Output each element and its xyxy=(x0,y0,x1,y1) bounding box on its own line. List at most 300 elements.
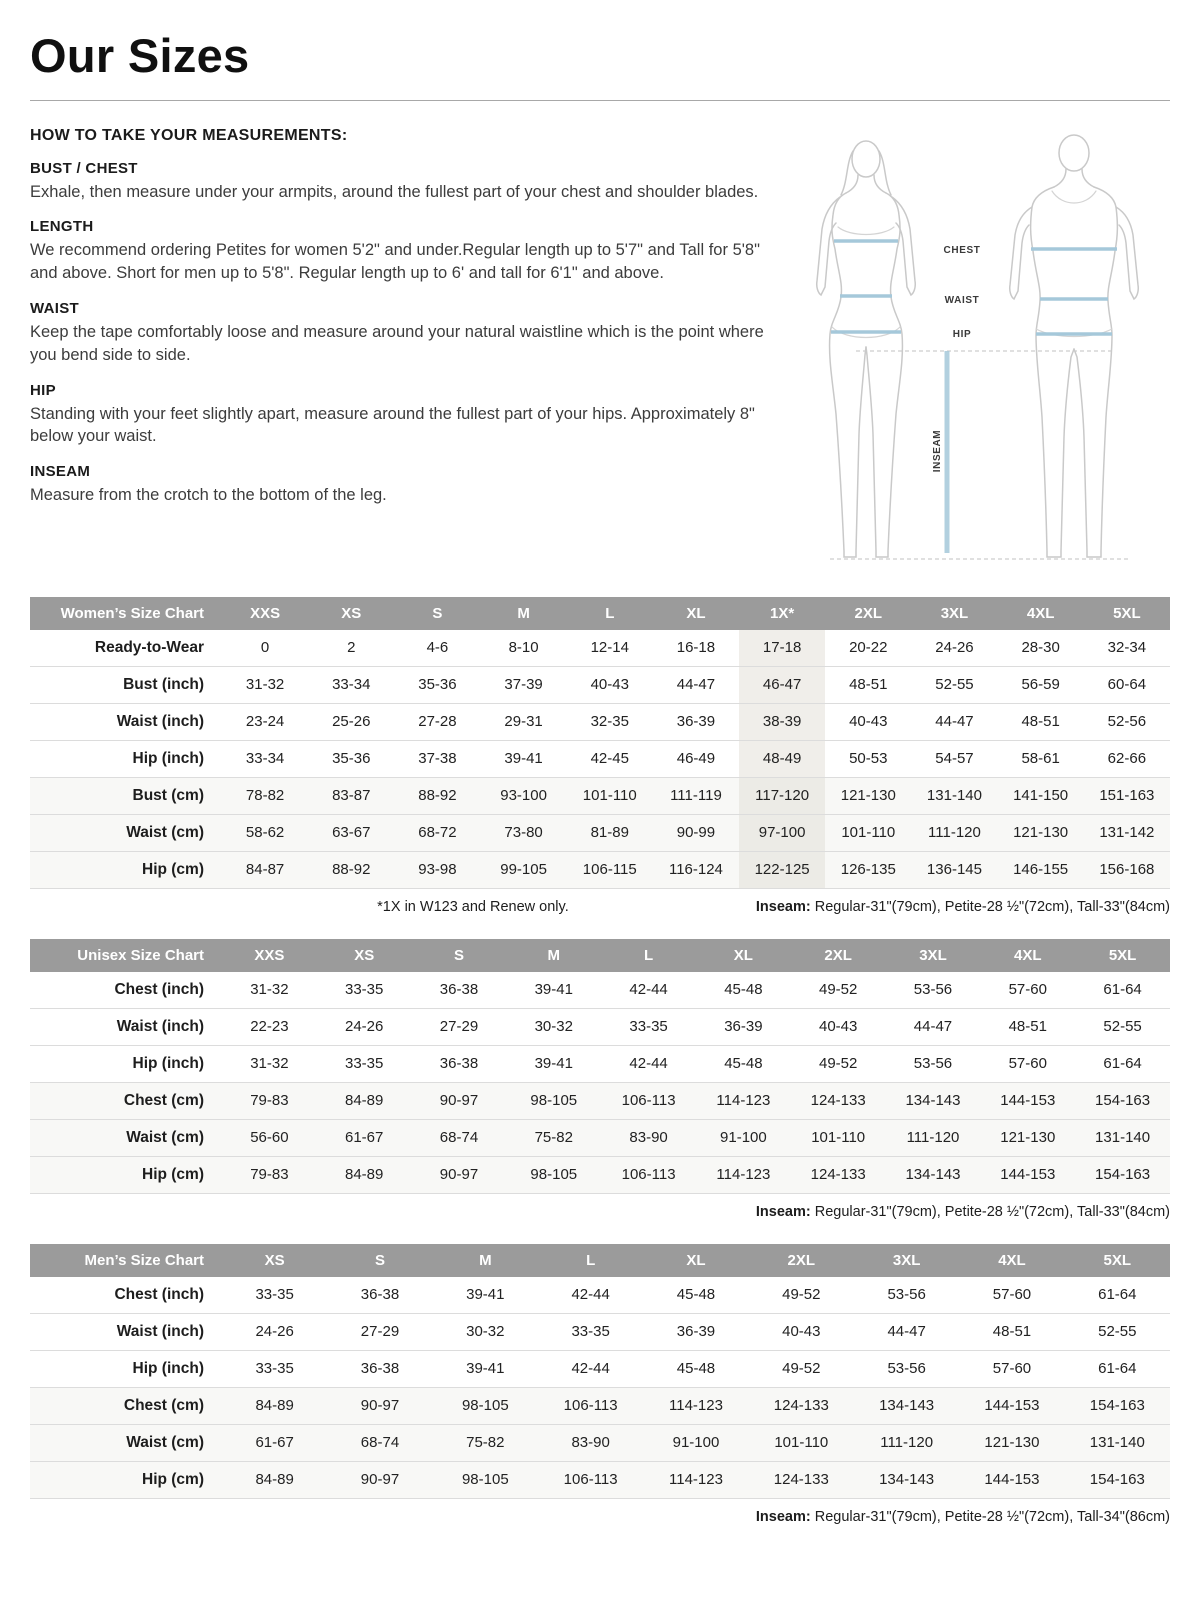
mens-size-chart-block xyxy=(30,1244,1170,1525)
size-cell: 63-67 xyxy=(332,824,371,842)
column-header-xs: XS xyxy=(222,1244,327,1277)
size-cell: 36-38 xyxy=(360,1360,400,1378)
size-cell: 56-59 xyxy=(1021,676,1060,694)
column-header-5xl: 5XL xyxy=(1065,1244,1170,1277)
size-cell: 68-74 xyxy=(360,1434,400,1452)
title-divider xyxy=(30,100,1170,101)
size-cell: 57-60 xyxy=(992,1286,1032,1304)
instruction-title: LENGTH xyxy=(30,218,94,236)
header-row xyxy=(30,597,1170,630)
size-cell: 78-82 xyxy=(245,787,285,805)
size-cell: 31-32 xyxy=(250,1055,289,1073)
row-label: Hip (inch) xyxy=(132,749,204,767)
table-row xyxy=(30,851,1170,888)
size-cell: 32-35 xyxy=(590,713,629,731)
size-cell: 73-80 xyxy=(504,824,543,842)
column-header-m: M xyxy=(506,939,601,972)
size-cell: 52-56 xyxy=(1107,713,1147,731)
column-header-4xl: 4XL xyxy=(998,597,1084,630)
measurement-instructions xyxy=(30,127,772,581)
size-cell: 61-64 xyxy=(1103,1055,1142,1073)
size-cell: 48-51 xyxy=(1021,713,1060,731)
size-cell: 40-43 xyxy=(818,1018,858,1036)
column-header-l: L xyxy=(601,939,696,972)
size-cell: 42-44 xyxy=(629,1055,668,1073)
size-cell: 29-31 xyxy=(504,713,543,731)
size-cell: 83-90 xyxy=(571,1434,610,1452)
table-footnote xyxy=(30,1509,1170,1525)
size-cell: 121-130 xyxy=(840,787,896,805)
measurement-lines-icon xyxy=(831,241,1117,553)
size-cell: 101-110 xyxy=(841,824,896,842)
inseam-note-label: Inseam: xyxy=(755,898,811,915)
size-cell: 101-110 xyxy=(774,1434,829,1452)
column-header-3xl: 3XL xyxy=(911,597,997,630)
size-cell: 91-100 xyxy=(720,1129,767,1147)
inseam-note: Inseam: Regular-31"(79cm), Petite-28 ½"(72cm), Tall-33"(84cm) xyxy=(755,898,1170,915)
column-header-s: S xyxy=(412,939,507,972)
size-cell: 4-6 xyxy=(426,639,449,657)
size-cell: 83-90 xyxy=(629,1129,668,1147)
size-cell: 53-56 xyxy=(913,981,953,999)
row-label: Bust (inch) xyxy=(123,675,204,693)
size-cell: 131-140 xyxy=(1095,1129,1151,1147)
row-label: Hip (inch) xyxy=(132,1054,204,1072)
size-cell: 8-10 xyxy=(508,639,539,657)
column-header-2xl: 2XL xyxy=(791,939,886,972)
size-cell: 16-18 xyxy=(676,639,716,657)
size-cell: 154-163 xyxy=(1095,1166,1151,1184)
size-cell: 35-36 xyxy=(332,750,371,768)
column-header-xs: XS xyxy=(317,939,412,972)
size-cell: 124-133 xyxy=(810,1166,866,1184)
row-label: Ready-to-Wear xyxy=(94,638,204,656)
size-cell: 97-100 xyxy=(739,814,825,851)
table-row xyxy=(30,1119,1170,1156)
size-cell: 144-153 xyxy=(1000,1092,1056,1110)
column-header-xs: XS xyxy=(308,597,394,630)
column-header-1x: 1X* xyxy=(739,597,825,630)
size-cell: 75-82 xyxy=(466,1434,505,1452)
size-cell: 52-55 xyxy=(935,676,974,694)
size-cell: 48-49 xyxy=(739,740,825,777)
row-label: Waist (inch) xyxy=(116,712,204,730)
size-cell: 27-29 xyxy=(439,1018,479,1036)
size-cell: 53-56 xyxy=(887,1286,926,1304)
measurement-guide xyxy=(30,127,1170,581)
size-cell: 134-143 xyxy=(879,1471,935,1489)
size-cell: 98-105 xyxy=(530,1092,578,1110)
size-cell: 20-22 xyxy=(849,639,888,657)
size-cell: 27-28 xyxy=(418,713,457,731)
size-cell: 111-119 xyxy=(670,787,722,805)
size-cell: 54-57 xyxy=(935,750,974,768)
size-cell: 52-55 xyxy=(1103,1018,1142,1036)
size-cell: 84-89 xyxy=(345,1092,384,1110)
row-label: Hip (inch) xyxy=(132,1359,204,1377)
size-tables xyxy=(30,597,1170,1525)
instructions-heading: HOW TO TAKE YOUR MEASUREMENTS: xyxy=(30,126,348,144)
size-cell: 114-123 xyxy=(716,1166,771,1184)
size-cell: 44-47 xyxy=(676,676,716,694)
row-label: Chest (inch) xyxy=(114,1285,204,1303)
size-cell: 84-87 xyxy=(245,861,285,879)
table-row xyxy=(30,972,1170,1009)
table-footnote xyxy=(30,899,1170,915)
measurement-diagram xyxy=(790,127,1170,581)
size-cell: 56-60 xyxy=(250,1129,289,1147)
size-cell: 36-39 xyxy=(676,713,716,731)
size-cell: 45-48 xyxy=(724,981,763,999)
size-cell: 134-143 xyxy=(905,1092,961,1110)
size-cell: 146-155 xyxy=(1013,861,1069,879)
size-cell: 48-51 xyxy=(1008,1018,1047,1036)
table-row xyxy=(30,1156,1170,1193)
instruction-title: INSEAM xyxy=(30,463,91,481)
size-cell: 90-97 xyxy=(360,1397,400,1415)
size-cell: 53-56 xyxy=(913,1055,953,1073)
size-cell: 39-41 xyxy=(466,1360,505,1378)
size-cell: 136-145 xyxy=(926,861,982,879)
size-cell: 40-43 xyxy=(590,676,629,694)
mens-size-chart xyxy=(30,1244,1170,1499)
table-footnote xyxy=(30,1204,1170,1220)
size-cell: 33-35 xyxy=(345,981,384,999)
size-cell: 44-47 xyxy=(935,713,974,731)
row-label: Chest (cm) xyxy=(123,1396,204,1414)
size-cell: 33-35 xyxy=(629,1018,668,1036)
size-cell: 37-38 xyxy=(418,750,457,768)
size-cell: 151-163 xyxy=(1099,787,1155,805)
header-row xyxy=(30,1244,1170,1277)
size-cell: 98-105 xyxy=(461,1471,509,1489)
size-cell: 106-113 xyxy=(563,1397,618,1415)
size-cell: 68-74 xyxy=(439,1129,479,1147)
size-cell: 12-14 xyxy=(590,639,629,657)
column-header-xl: XL xyxy=(653,597,739,630)
table-row xyxy=(30,666,1170,703)
size-cell: 131-140 xyxy=(926,787,982,805)
size-cell: 106-113 xyxy=(621,1092,676,1110)
column-header-5xl: 5XL xyxy=(1084,597,1170,630)
size-cell: 33-35 xyxy=(345,1055,384,1073)
table-row xyxy=(30,1350,1170,1387)
table-row xyxy=(30,703,1170,740)
size-cell: 57-60 xyxy=(1008,981,1047,999)
instruction-title: HIP xyxy=(30,381,56,399)
size-cell: 68-72 xyxy=(418,824,457,842)
size-cell: 61-64 xyxy=(1098,1286,1137,1304)
table-body xyxy=(30,1277,1170,1499)
instruction-hip xyxy=(30,382,772,449)
size-cell: 2 xyxy=(347,639,356,657)
size-cell: 114-123 xyxy=(716,1092,771,1110)
table-row xyxy=(30,1082,1170,1119)
instruction-body: We recommend ordering Petites for women 5'2" and under.Regular length up to 5'7" and Tall for 5'8" and above. Short for men up to 5'8". Regular length up to 6' and tall for 6'1" and above. xyxy=(30,241,760,283)
size-cell: 116-124 xyxy=(668,861,723,879)
size-cell: 111-120 xyxy=(928,824,981,842)
size-cell: 49-52 xyxy=(818,1055,858,1073)
womens-size-chart xyxy=(30,597,1170,889)
unisex-size-chart xyxy=(30,939,1170,1194)
row-label: Bust (cm) xyxy=(132,786,204,804)
table-row xyxy=(30,630,1170,667)
size-cell: 98-105 xyxy=(530,1166,578,1184)
row-label: Chest (inch) xyxy=(114,980,204,998)
size-cell: 42-44 xyxy=(571,1286,610,1304)
table-title: Men’s Size Chart xyxy=(30,1244,222,1277)
table-head xyxy=(30,597,1170,630)
column-header-m: M xyxy=(481,597,567,630)
size-cell: 134-143 xyxy=(879,1397,935,1415)
size-cell: 24-26 xyxy=(255,1323,294,1341)
size-cell: 81-89 xyxy=(590,824,629,842)
size-cell: 57-60 xyxy=(992,1360,1032,1378)
size-cell: 131-140 xyxy=(1089,1434,1145,1452)
row-label: Hip (cm) xyxy=(142,1470,204,1488)
size-cell: 36-38 xyxy=(439,981,479,999)
inseam-note: Inseam: Regular-31"(79cm), Petite-28 ½"(72cm), Tall-33"(84cm) xyxy=(755,1203,1170,1220)
size-cell: 52-55 xyxy=(1098,1323,1137,1341)
size-cell: 117-120 xyxy=(739,777,825,814)
inseam-note-label: Inseam: xyxy=(755,1508,811,1525)
size-cell: 84-89 xyxy=(345,1166,384,1184)
size-cell: 90-97 xyxy=(439,1166,479,1184)
size-cell: 144-153 xyxy=(1000,1166,1056,1184)
size-cell: 22-23 xyxy=(250,1018,289,1036)
size-cell: 93-98 xyxy=(418,861,457,879)
size-cell: 32-34 xyxy=(1107,639,1147,657)
chest-label: CHEST xyxy=(943,244,981,256)
size-cell: 106-113 xyxy=(563,1471,618,1489)
size-cell: 24-26 xyxy=(345,1018,384,1036)
size-cell: 124-133 xyxy=(810,1092,866,1110)
size-cell: 141-150 xyxy=(1013,787,1069,805)
size-cell: 36-38 xyxy=(439,1055,479,1073)
table-row xyxy=(30,1045,1170,1082)
size-cell: 88-92 xyxy=(418,787,457,805)
size-cell: 40-43 xyxy=(849,713,888,731)
size-cell: 33-35 xyxy=(571,1323,610,1341)
size-cell: 33-34 xyxy=(332,676,371,694)
size-cell: 53-56 xyxy=(887,1360,926,1378)
size-cell: 98-105 xyxy=(461,1397,509,1415)
waist-label: WAIST xyxy=(944,294,980,306)
table-row xyxy=(30,1387,1170,1424)
female-figure-icon xyxy=(817,141,916,557)
size-cell: 36-39 xyxy=(724,1018,763,1036)
row-label: Hip (cm) xyxy=(142,1165,204,1183)
size-cell: 93-100 xyxy=(500,787,547,805)
size-cell: 126-135 xyxy=(840,861,896,879)
size-cell: 154-163 xyxy=(1089,1397,1145,1415)
table-head xyxy=(30,939,1170,972)
instruction-title: WAIST xyxy=(30,299,79,317)
size-cell: 111-120 xyxy=(880,1434,934,1452)
size-cell: 42-44 xyxy=(571,1360,610,1378)
size-cell: 49-52 xyxy=(818,981,858,999)
womens-size-chart-block xyxy=(30,597,1170,915)
size-cell: 88-92 xyxy=(332,861,371,879)
page-title: Our Sizes xyxy=(30,29,250,82)
size-cell: 30-32 xyxy=(466,1323,505,1341)
size-cell: 61-64 xyxy=(1098,1360,1137,1378)
size-cell: 24-26 xyxy=(935,639,974,657)
footnote-note: *1X in W123 and Renew only. xyxy=(377,898,569,915)
size-cell: 90-97 xyxy=(360,1471,400,1489)
column-header-xxs: XXS xyxy=(222,939,317,972)
size-cell: 124-133 xyxy=(773,1397,829,1415)
size-cell: 33-34 xyxy=(245,750,285,768)
column-header-2xl: 2XL xyxy=(749,1244,854,1277)
size-cell: 48-51 xyxy=(849,676,888,694)
size-cell: 30-32 xyxy=(534,1018,573,1036)
header-row xyxy=(30,939,1170,972)
column-header-4xl: 4XL xyxy=(980,939,1075,972)
size-cell: 33-35 xyxy=(255,1286,294,1304)
size-cell: 83-87 xyxy=(332,787,371,805)
size-cell: 144-153 xyxy=(984,1397,1040,1415)
size-cell: 0 xyxy=(260,639,270,657)
size-cell: 45-48 xyxy=(676,1286,716,1304)
size-cell: 45-48 xyxy=(676,1360,716,1378)
instruction-bust-chest xyxy=(30,160,772,204)
column-header-l: L xyxy=(538,1244,643,1277)
size-cell: 49-52 xyxy=(782,1286,821,1304)
male-figure-icon xyxy=(1010,135,1139,557)
size-cell: 33-35 xyxy=(255,1360,294,1378)
size-cell: 99-105 xyxy=(500,861,547,879)
size-cell: 121-130 xyxy=(1000,1129,1056,1147)
table-row xyxy=(30,814,1170,851)
size-cell: 61-67 xyxy=(255,1434,294,1452)
column-header-m: M xyxy=(433,1244,538,1277)
table-row xyxy=(30,1008,1170,1045)
column-header-s: S xyxy=(327,1244,432,1277)
instruction-body: Standing with your feet slightly apart, measure around the fullest part of your hips. Approximately 8" below your waist. xyxy=(30,404,755,446)
size-cell: 45-48 xyxy=(724,1055,763,1073)
size-cell: 79-83 xyxy=(250,1092,289,1110)
size-cell: 106-113 xyxy=(621,1166,676,1184)
size-cell: 44-47 xyxy=(913,1018,953,1036)
unisex-size-chart-block xyxy=(30,939,1170,1220)
table-row xyxy=(30,1313,1170,1350)
size-cell: 39-41 xyxy=(534,1055,573,1073)
size-cell: 39-41 xyxy=(534,981,573,999)
size-cell: 121-130 xyxy=(1013,824,1069,842)
instruction-length xyxy=(30,218,772,285)
size-cell: 49-52 xyxy=(782,1360,821,1378)
size-cell: 39-41 xyxy=(466,1286,505,1304)
inseam-note-label: Inseam: xyxy=(755,1203,811,1220)
instruction-body: Exhale, then measure under your armpits, around the fullest part of your chest and shoulder blades. xyxy=(30,182,759,201)
size-cell: 61-64 xyxy=(1103,981,1142,999)
column-header-xxs: XXS xyxy=(222,597,308,630)
size-cell: 36-39 xyxy=(676,1323,716,1341)
size-cell: 154-163 xyxy=(1089,1471,1145,1489)
size-cell: 122-125 xyxy=(739,851,825,888)
body-measurement-figures-icon xyxy=(794,129,1166,581)
size-cell: 31-32 xyxy=(250,981,289,999)
size-cell: 101-110 xyxy=(582,787,637,805)
column-header-3xl: 3XL xyxy=(854,1244,959,1277)
row-label: Waist (cm) xyxy=(126,823,204,841)
table-row xyxy=(30,740,1170,777)
size-cell: 17-18 xyxy=(739,630,825,667)
size-cell: 48-51 xyxy=(992,1323,1032,1341)
row-label: Hip (cm) xyxy=(142,860,204,878)
size-cell: 154-163 xyxy=(1095,1092,1151,1110)
size-cell: 114-123 xyxy=(669,1397,723,1415)
instruction-body: Keep the tape comfortably loose and measure around your natural waistline which is the point where you bend side to side. xyxy=(30,322,764,364)
table-row xyxy=(30,777,1170,814)
column-header-xl: XL xyxy=(696,939,791,972)
size-cell: 31-32 xyxy=(245,676,285,694)
row-label: Waist (cm) xyxy=(126,1433,204,1451)
instruction-body: Measure from the crotch to the bottom of the leg. xyxy=(30,486,387,505)
row-label: Waist (inch) xyxy=(116,1322,204,1340)
size-cell: 131-142 xyxy=(1099,824,1155,842)
instruction-title: BUST / CHEST xyxy=(30,159,138,177)
column-header-l: L xyxy=(567,597,653,630)
inseam-note: Inseam: Regular-31"(79cm), Petite-28 ½"(72cm), Tall-34"(86cm) xyxy=(755,1508,1170,1525)
size-cell: 61-67 xyxy=(345,1129,384,1147)
size-cell: 38-39 xyxy=(739,703,825,740)
size-cell: 36-38 xyxy=(360,1286,400,1304)
size-cell: 101-110 xyxy=(811,1129,866,1147)
size-cell: 58-61 xyxy=(1021,750,1060,768)
inseam-label: INSEAM xyxy=(932,429,943,472)
size-cell: 42-44 xyxy=(629,981,668,999)
instruction-inseam xyxy=(30,463,772,507)
size-cell: 46-47 xyxy=(739,666,825,703)
size-cell: 106-115 xyxy=(582,861,637,879)
column-header-xl: XL xyxy=(643,1244,748,1277)
size-cell: 156-168 xyxy=(1099,861,1155,879)
size-cell: 90-99 xyxy=(676,824,716,842)
size-cell: 75-82 xyxy=(534,1129,573,1147)
column-header-s: S xyxy=(394,597,480,630)
hip-label: HIP xyxy=(952,328,972,340)
instruction-waist xyxy=(30,300,772,367)
size-cell: 84-89 xyxy=(255,1471,294,1489)
size-cell: 90-97 xyxy=(439,1092,479,1110)
size-cell: 58-62 xyxy=(245,824,285,842)
size-cell: 44-47 xyxy=(887,1323,926,1341)
size-cell: 121-130 xyxy=(984,1434,1040,1452)
table-title: Unisex Size Chart xyxy=(30,939,222,972)
row-label: Waist (inch) xyxy=(116,1017,204,1035)
size-cell: 27-29 xyxy=(360,1323,400,1341)
size-cell: 124-133 xyxy=(773,1471,829,1489)
size-cell: 60-64 xyxy=(1107,676,1147,694)
table-row xyxy=(30,1461,1170,1498)
size-cell: 40-43 xyxy=(782,1323,821,1341)
size-cell: 111-120 xyxy=(906,1129,960,1147)
size-cell: 91-100 xyxy=(672,1434,720,1452)
table-row xyxy=(30,1424,1170,1461)
size-cell: 25-26 xyxy=(332,713,371,731)
size-cell: 57-60 xyxy=(1008,1055,1047,1073)
size-cell: 50-53 xyxy=(849,750,888,768)
size-cell: 134-143 xyxy=(905,1166,961,1184)
size-cell: 28-30 xyxy=(1021,639,1060,657)
column-header-3xl: 3XL xyxy=(886,939,981,972)
size-cell: 46-49 xyxy=(676,750,716,768)
table-body xyxy=(30,630,1170,889)
column-header-2xl: 2XL xyxy=(825,597,911,630)
size-cell: 144-153 xyxy=(984,1471,1040,1489)
